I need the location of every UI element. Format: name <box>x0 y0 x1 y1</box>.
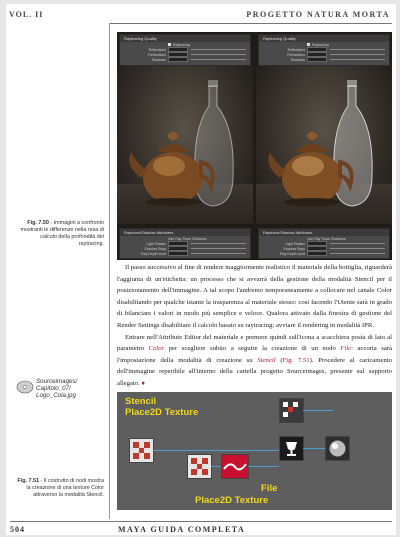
raytrace-shadow-panel: Raytrace/Shadow Attributes Use Ray Trace Shadows Light Radius Shadow Rays Ray Depth Limit <box>119 228 251 259</box>
page <box>6 4 396 535</box>
connection-line <box>303 448 325 449</box>
checker-icon <box>188 455 211 478</box>
shader-ball-icon <box>280 399 303 422</box>
file-node-cola-logo <box>221 454 249 479</box>
connection-line <box>211 466 221 467</box>
connection-line <box>303 410 333 411</box>
figure-7-51-image <box>117 392 392 510</box>
connection-line <box>153 450 279 451</box>
label-place2d-bottom: Place2D Texture <box>195 495 269 506</box>
material-node <box>279 398 304 423</box>
raytracing-quality-panel: Raytracing Quality Raytracing Reflections Refractions Shadows <box>119 34 251 66</box>
teapot-bottle-render-icon <box>256 66 392 224</box>
paragraph-1: Il passo successivo al fine di rendere maggiormente realistico il materiale della bottiglia, riguarderà l'aggiunta di un'etichetta: un processo che si avvarrà della gestione della modalità Stencil per il posizionamento dell'immagine. A tal scopo l'andremo temporaneamente a collocare nel canale Color disabilitando per qualche istante la trasparenza al materiale stesso: così facendo l'Utente sarà in grado di bilanciare i valori in modo più semplice e veloce. Qualora attivato dalla finestra di gestione del Render Settings disabilitare il calcolo basato su raytracing: avviare il rendering in modalità IPR. <box>117 264 392 329</box>
label-place2d-top: Place2D Texture <box>125 407 199 418</box>
place2d-node-bottom <box>187 454 212 479</box>
checkbox-icon <box>168 43 171 46</box>
raytracing-quality-panel: Raytracing Quality Raytracing Reflections Refractions Shadows <box>258 34 390 66</box>
place2d-node-top <box>129 438 154 463</box>
running-header-volume: VOL. II <box>9 10 44 19</box>
sphere-icon <box>326 437 349 460</box>
cola-logo-icon <box>222 455 248 478</box>
page-number: 504 <box>10 525 25 534</box>
raytracing-checkbox-row: Raytracing <box>120 42 250 47</box>
cd-folder-icon <box>16 380 34 394</box>
footer-rule <box>10 521 392 522</box>
render-teapot-bottle <box>256 66 392 224</box>
running-footer-title: MAYA GUIDA COMPLETA <box>118 525 246 534</box>
render-teapot-bottle <box>117 66 253 224</box>
figure-7-50-image <box>117 32 392 260</box>
stencil-node <box>279 436 304 461</box>
body-text <box>117 262 392 390</box>
teapot-bottle-render-icon <box>117 66 253 224</box>
running-header-title: PROGETTO NATURA MORTA <box>246 10 390 19</box>
header-rule <box>109 23 392 24</box>
connection-line <box>248 466 279 467</box>
stencil-icon <box>280 437 303 460</box>
checker-icon <box>130 439 153 462</box>
figure-reference-link[interactable]: Fig. 7.51 <box>282 356 310 364</box>
label-stencil: Stencil <box>125 396 157 407</box>
panel-title: Raytracing Quality <box>120 35 250 42</box>
render-comparison-right <box>256 32 392 260</box>
end-of-section-icon: ♦ <box>141 379 145 387</box>
render-comparison-left <box>117 32 253 260</box>
margin-rule <box>109 23 110 519</box>
raytrace-shadow-panel: Raytrace/Shadow Attributes Use Ray Trace Shadows Light Radius Shadow Rays Ray Depth Limit <box>258 228 390 259</box>
paragraph-2: Entrare nell'Attribute Editor del materiale e premere quindi sull'icona a scacchiera posta di lato al parametro Color per scegliere subito a seguire la creazione di un nodo File: accorta sarà l'impostazione della modalità di creazione su Stencil (Fig. 7.51). Procedere al caricamento dell'immagine reperibile all'interno della cartella progetto Sourceimages, presente sul supporto allegato. ♦ <box>117 333 392 387</box>
figure-7-50-caption: Fig. 7.50 - Immagini a confronto mostranti le differenze nella resa di calcolo della profondità del raytracing. <box>20 220 104 247</box>
source-images-path: Sourceimages/ Capitolo_07/ Logo_Cola.jpg <box>36 378 78 399</box>
checkbox-icon <box>307 43 310 46</box>
figure-7-51-caption: Fig. 7.51 - Il costrutto di nodi mostra la creazione di una texture Color attraverso la modalità Stencil. <box>17 478 104 498</box>
shader-node <box>325 436 350 461</box>
label-file: File <box>261 483 278 494</box>
